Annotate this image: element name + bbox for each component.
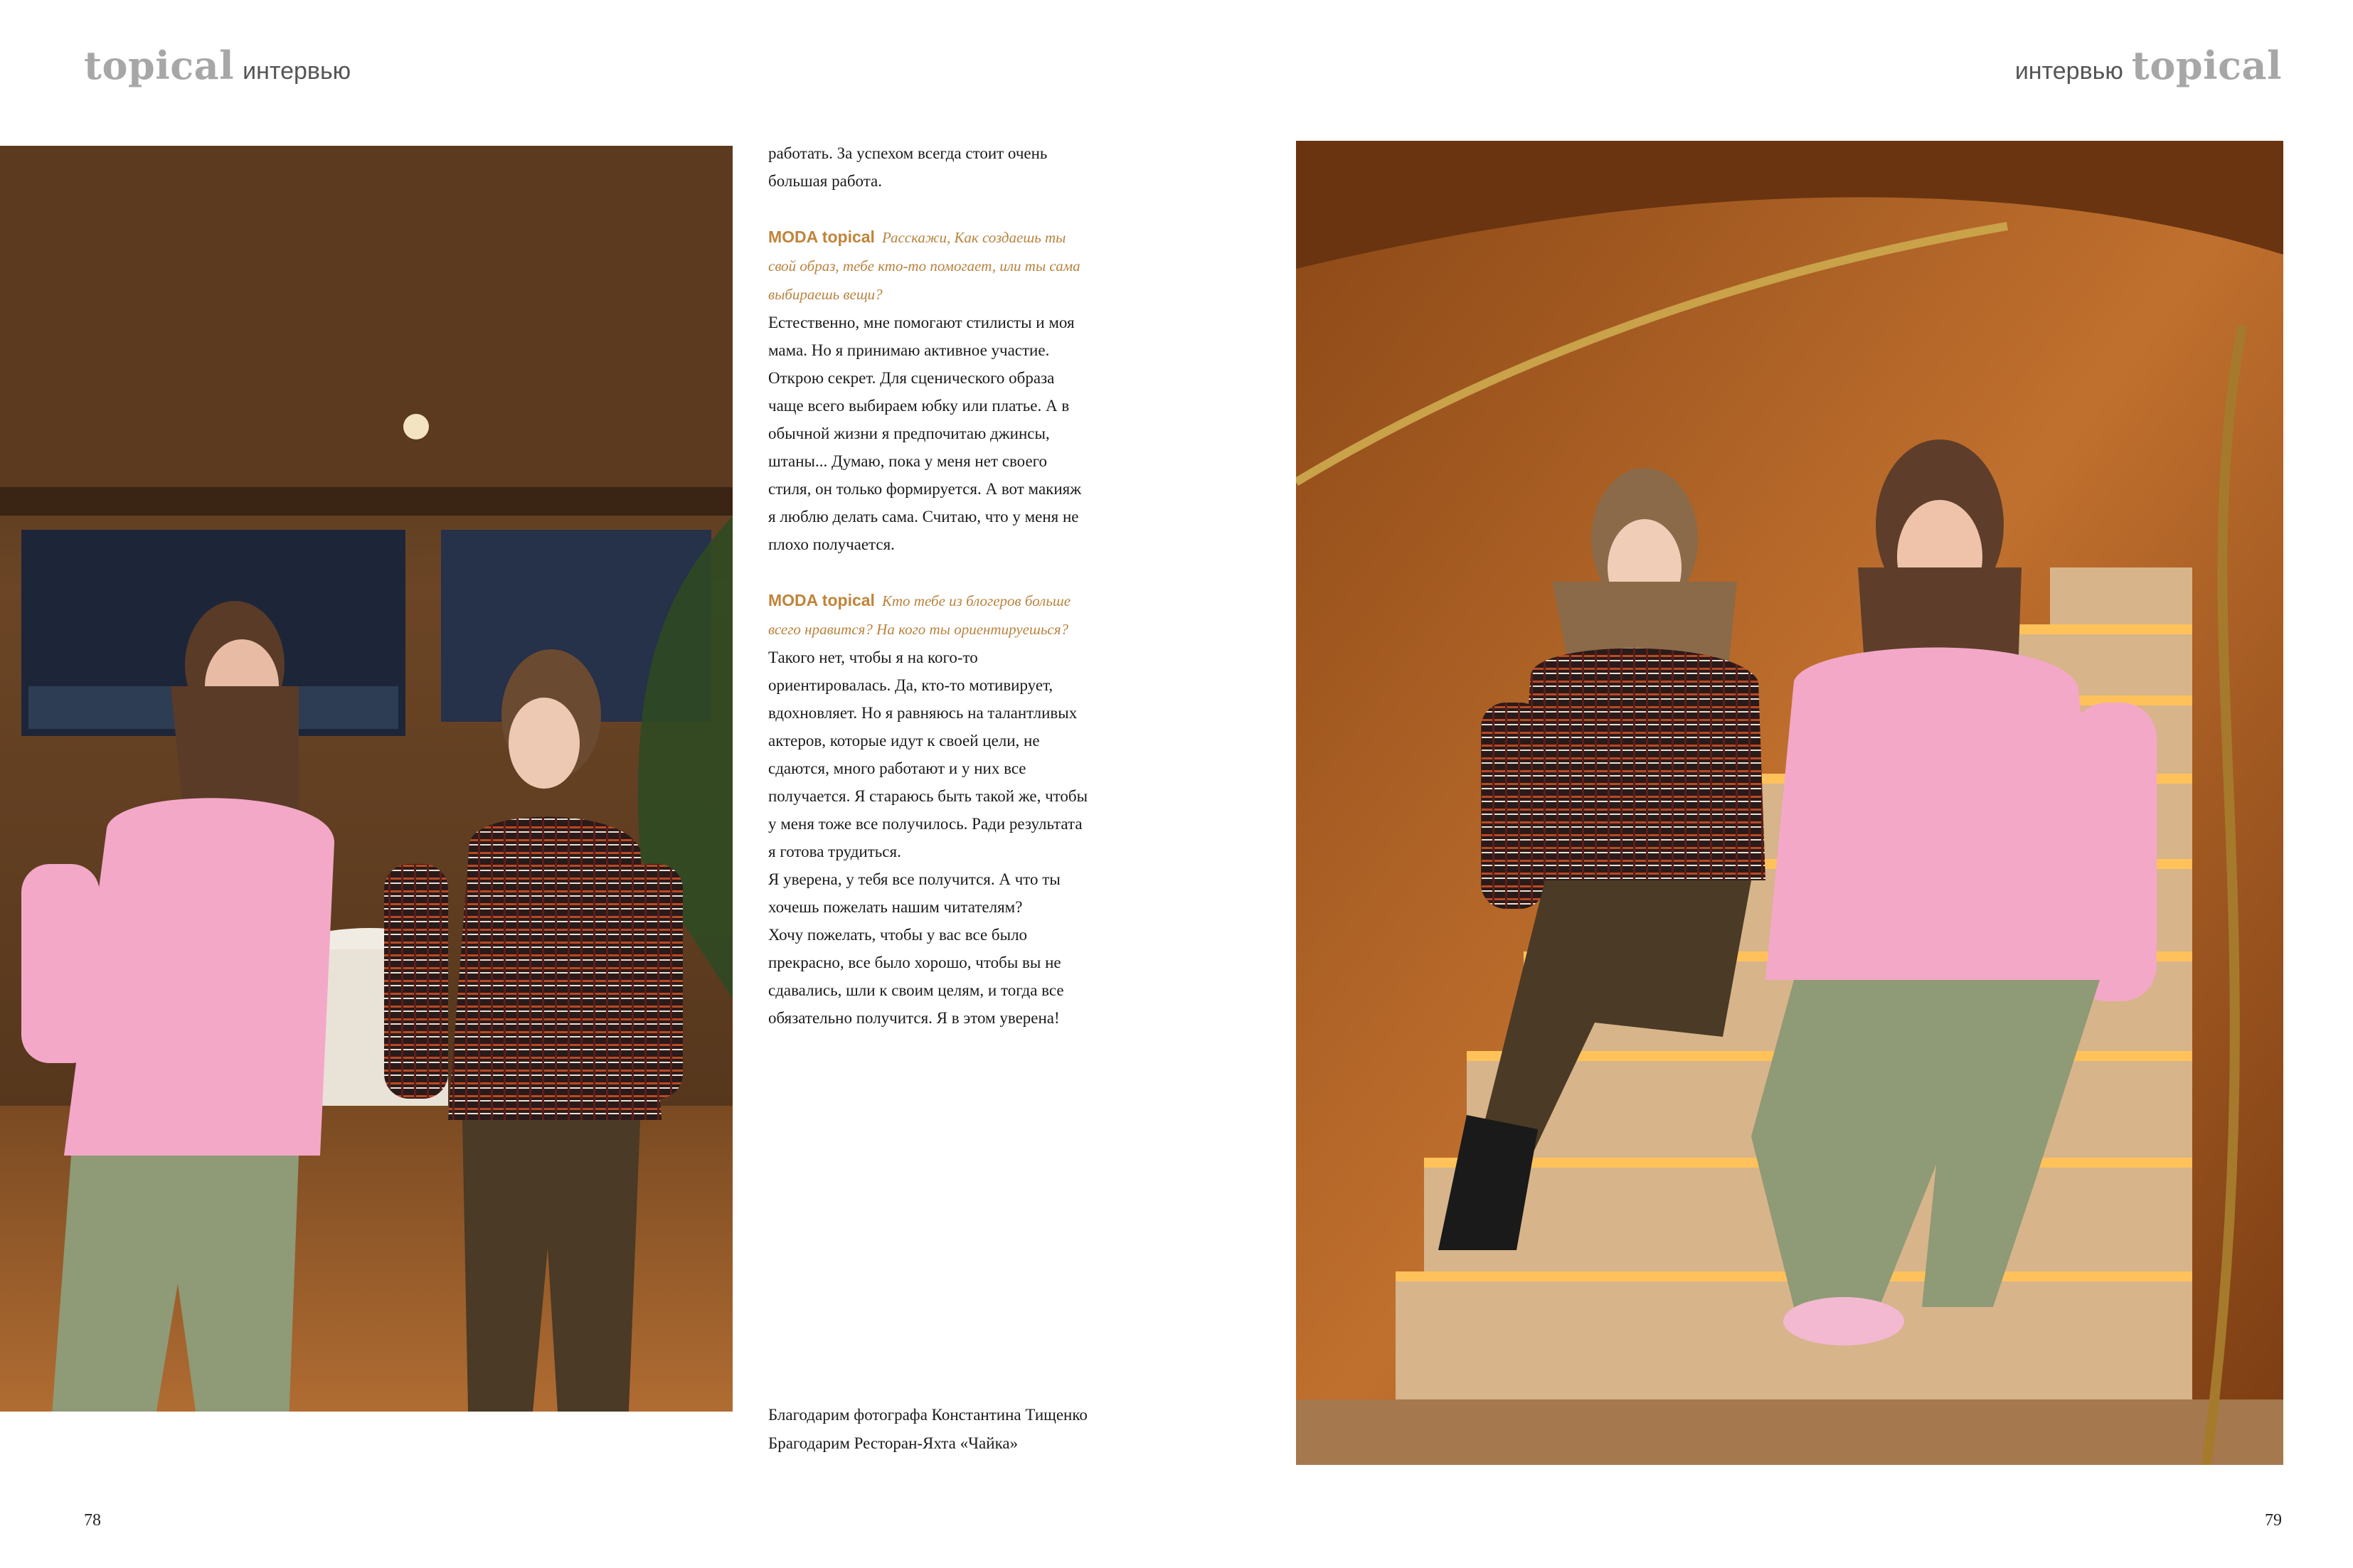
paragraph: работать. За успехом всегда стоит очень большая работа. bbox=[768, 144, 1048, 190]
question-label: MODA topical bbox=[768, 591, 875, 609]
question-text: Расскажи, Как создаешь ты свой образ, тебе кто-то помогает, или ты сама выбираешь вещи? bbox=[768, 229, 1080, 303]
running-header-right bbox=[2015, 43, 2282, 107]
article-body bbox=[768, 139, 1088, 1032]
photo-credits bbox=[768, 1401, 1223, 1458]
page-number-left: 78 bbox=[84, 1511, 101, 1530]
page-number-right: 79 bbox=[2265, 1511, 2282, 1530]
photo-girls-on-stairs bbox=[1296, 141, 2283, 1465]
credit-line: Брагодарим Ресторан-Яхта «Чайка» bbox=[768, 1434, 1019, 1452]
running-header-left bbox=[84, 43, 351, 107]
magazine-brand: topical bbox=[84, 43, 235, 88]
credit-line: Благодарим фотографа Константина Тищенко bbox=[768, 1406, 1088, 1424]
followup-answer: Хочу пожелать, чтобы у вас все было прекрасно, все было хорошо, чтобы вы не сдавались, шли к своим целям, и тогда все обязательно получится. Я в этом уверена! bbox=[768, 926, 1064, 1027]
answer: Естественно, мне помогают стилисты и моя мама. Но я принимаю активное участие. Открою секрет. Для сценического образа чаще всего выбираем юбку или платье. А в обычной жизни я предпочитаю джинсы, штаны... Думаю, пока у меня нет своего стиля, он только формируется. А вот макияж я люблю делать сама. Считаю, что у меня не плохо получается. bbox=[768, 314, 1082, 553]
magazine-brand: topical bbox=[2131, 43, 2282, 88]
question-text: Кто тебе из блогеров больше всего нравится? На кого ты ориентируешься? bbox=[768, 592, 1071, 638]
answer: Такого нет, чтобы я на кого-то ориентировалась. Да, кто-то мотивирует, вдохновляет. Но я равняюсь на талантливых актеров, которые идут к своей цели, не сдаются, много работают и у них все получается. Я стараюсь быть такой же, чтобы у меня тоже все получилось. Ради результата я готова трудиться. bbox=[768, 649, 1088, 860]
section-name: интервью bbox=[2014, 58, 2123, 85]
followup-question: Я уверена, у тебя все получится. А что ты хочешь пожелать нашим читателям? bbox=[768, 870, 1061, 916]
photo-girls-walking bbox=[0, 146, 733, 1412]
question-label: MODA topical bbox=[768, 228, 875, 246]
section-name: интервью bbox=[243, 58, 351, 85]
question bbox=[768, 223, 1088, 309]
question bbox=[768, 587, 1088, 644]
